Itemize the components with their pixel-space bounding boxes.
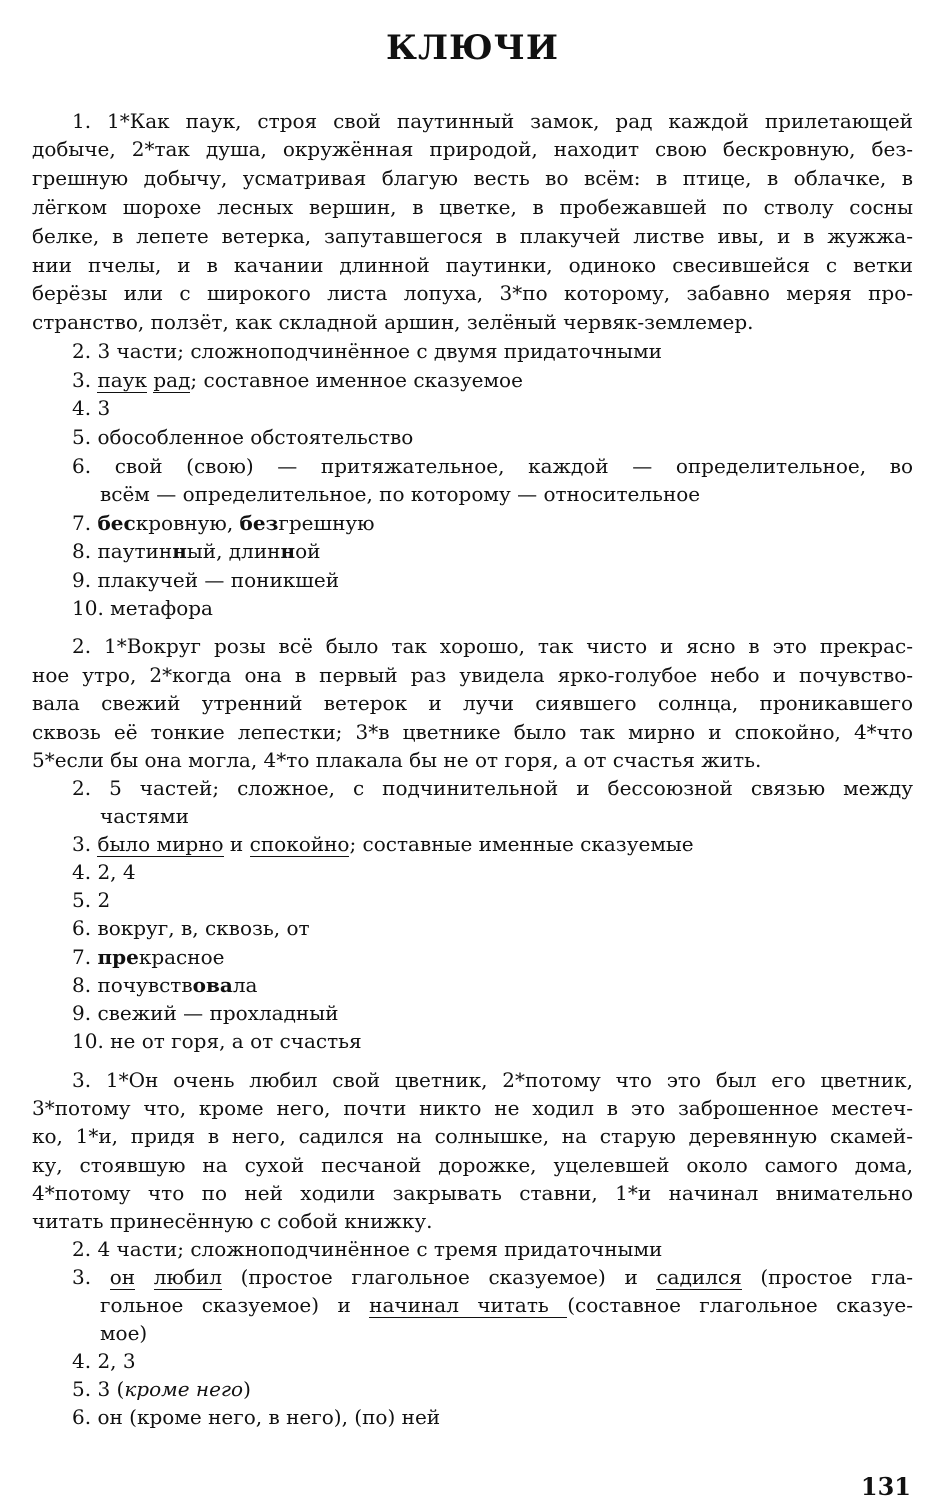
s1-answer-8: 8. паутинный, длинной xyxy=(72,539,321,563)
s1-answer-4: 4. 3 xyxy=(72,396,111,420)
s3-text-line-5: 4*потому что по ней ходили закрывать ставни, 1*и начинал внимательно xyxy=(32,1181,913,1205)
s1-text-line-3: грешную добычу, усматривая благую весть во всём: в птице, в облачке, в xyxy=(32,166,913,190)
s2-text-line-3: вала свежий утренний ветерок и лучи сиявшего солнца, проникавшего xyxy=(32,691,913,715)
predicate-underline: рад xyxy=(153,368,190,394)
s2-answer-3: 3. было мирно и спокойно; составные именные сказуемые xyxy=(72,830,913,858)
predicate-underline: спокойно xyxy=(250,832,350,858)
s2-answer-10: 10. не от горя, а от счастья xyxy=(72,1029,362,1053)
s2-answer-2-line-1: 2. 5 частей; сложное, с подчинительной и бессоюзной связью между xyxy=(72,776,913,800)
page-number: 131 xyxy=(860,1472,911,1501)
s3-answer-4: 4. 2, 3 xyxy=(72,1349,136,1373)
s3-answer-3-line-2: гольное сказуемое) и начинал читать (составное глагольное сказуе- xyxy=(100,1291,913,1319)
s1-answer-10: 10. метафора xyxy=(72,596,213,620)
s1-answer-7: 7. бескровную, безгрешную xyxy=(72,511,375,535)
predicate-underline: садился xyxy=(656,1265,741,1291)
s2-answer-9: 9. свежий — прохладный xyxy=(72,1001,339,1025)
s3-text-line-1: 3. 1*Он очень любил свой цветник, 2*потому что это был его цветник, xyxy=(72,1068,913,1092)
s2-text-line-2: ное утро, 2*когда она в первый раз увидела ярко-голубое небо и почувство- xyxy=(32,663,913,687)
predicate-underline: начинал читать xyxy=(369,1293,567,1319)
s3-text-line-4: ку, стоявшую на сухой песчаной дорожке, уцелевшей около самого дома, xyxy=(32,1153,913,1177)
s2-answer-8: 8. почувствовала xyxy=(72,973,258,997)
s1-answer-6-line-2: всём — определительное, по которому — относительное xyxy=(100,482,701,506)
subject-underline: паук xyxy=(97,368,147,392)
s1-answer-5: 5. обособленное обстоятельство xyxy=(72,425,414,449)
s3-answer-2: 2. 4 части; сложноподчинённое с тремя придаточными xyxy=(72,1237,663,1261)
s3-text-line-2: 3*потому что, кроме него, почти никто не ходил в это заброшенное местеч- xyxy=(32,1096,913,1120)
s2-text-line-4: сквозь её тонкие лепестки; 3*в цветнике было так мирно и спокойно, 4*что xyxy=(32,720,913,744)
s1-text-line-4: лёгком шорохе лесных вершин, в цветке, в пробежавшей по стволу сосны xyxy=(32,195,913,219)
s1-answer-3: 3. паук рад; составное именное сказуемое xyxy=(72,366,913,394)
s1-text-line-8: странство, ползёт, как складной аршин, зелёный червяк-землемер. xyxy=(32,310,754,334)
predicate-underline: любил xyxy=(154,1265,222,1291)
s2-answer-5: 5. 2 xyxy=(72,888,111,912)
s3-answer-5: 5. 3 (кроме него) xyxy=(72,1377,251,1401)
predicate-underline: было мирно xyxy=(97,832,223,858)
s1-text-line-2: добыче, 2*так душа, окружённая природой, находит свою бескровную, без- xyxy=(32,137,913,161)
subject-underline: он xyxy=(109,1265,136,1289)
s1-answer-6-line-1: 6. свой (свою) — притяжательное, каждой — определительное, во xyxy=(72,454,913,478)
s1-answer-2: 2. 3 части; сложноподчинённое с двумя придаточными xyxy=(72,339,662,363)
s1-text-line-5: белке, в лепете ветерка, запутавшегося в плакучей листве ивы, и в жужжа- xyxy=(32,224,913,248)
s1-text-line-1: 1. 1*Как паук, строя свой паутинный замок, рад каждой прилетающей xyxy=(72,109,913,133)
s2-answer-7: 7. прекрасное xyxy=(72,945,225,969)
page-title: КЛЮЧИ xyxy=(386,28,559,68)
s2-text-line-1: 2. 1*Вокруг розы всё было так хорошо, так чисто и ясно в это прекрас- xyxy=(72,634,913,658)
s3-answer-6: 6. он (кроме него, в него), (по) ней xyxy=(72,1405,441,1429)
s3-text-line-6: читать принесённую с собой книжку. xyxy=(32,1209,433,1233)
s1-answer-9: 9. плакучей — поникшей xyxy=(72,568,340,592)
s2-answer-2-line-2: частями xyxy=(100,804,189,828)
s2-text-line-5: 5*если бы она могла, 4*то плакала бы не от горя, а от счастья жить. xyxy=(32,748,762,772)
s1-text-line-6: нии пчелы, и в качании длинной паутинки, одиноко свесившейся с ветки xyxy=(32,253,913,277)
s3-text-line-3: ко, 1*и, придя в него, садился на солнышке, на старую деревянную скамей- xyxy=(32,1124,913,1148)
s1-text-line-7: берёзы или с широкого листа лопуха, 3*по которому, забавно меряя про- xyxy=(32,281,913,305)
s3-answer-3-line-3: мое) xyxy=(100,1321,148,1345)
s2-answer-4: 4. 2, 4 xyxy=(72,860,136,884)
s3-answer-3-line-1: 3. он любил (простое глагольное сказуемое) и садился (простое гла- xyxy=(72,1263,913,1291)
s2-answer-6: 6. вокруг, в, сквозь, от xyxy=(72,916,310,940)
